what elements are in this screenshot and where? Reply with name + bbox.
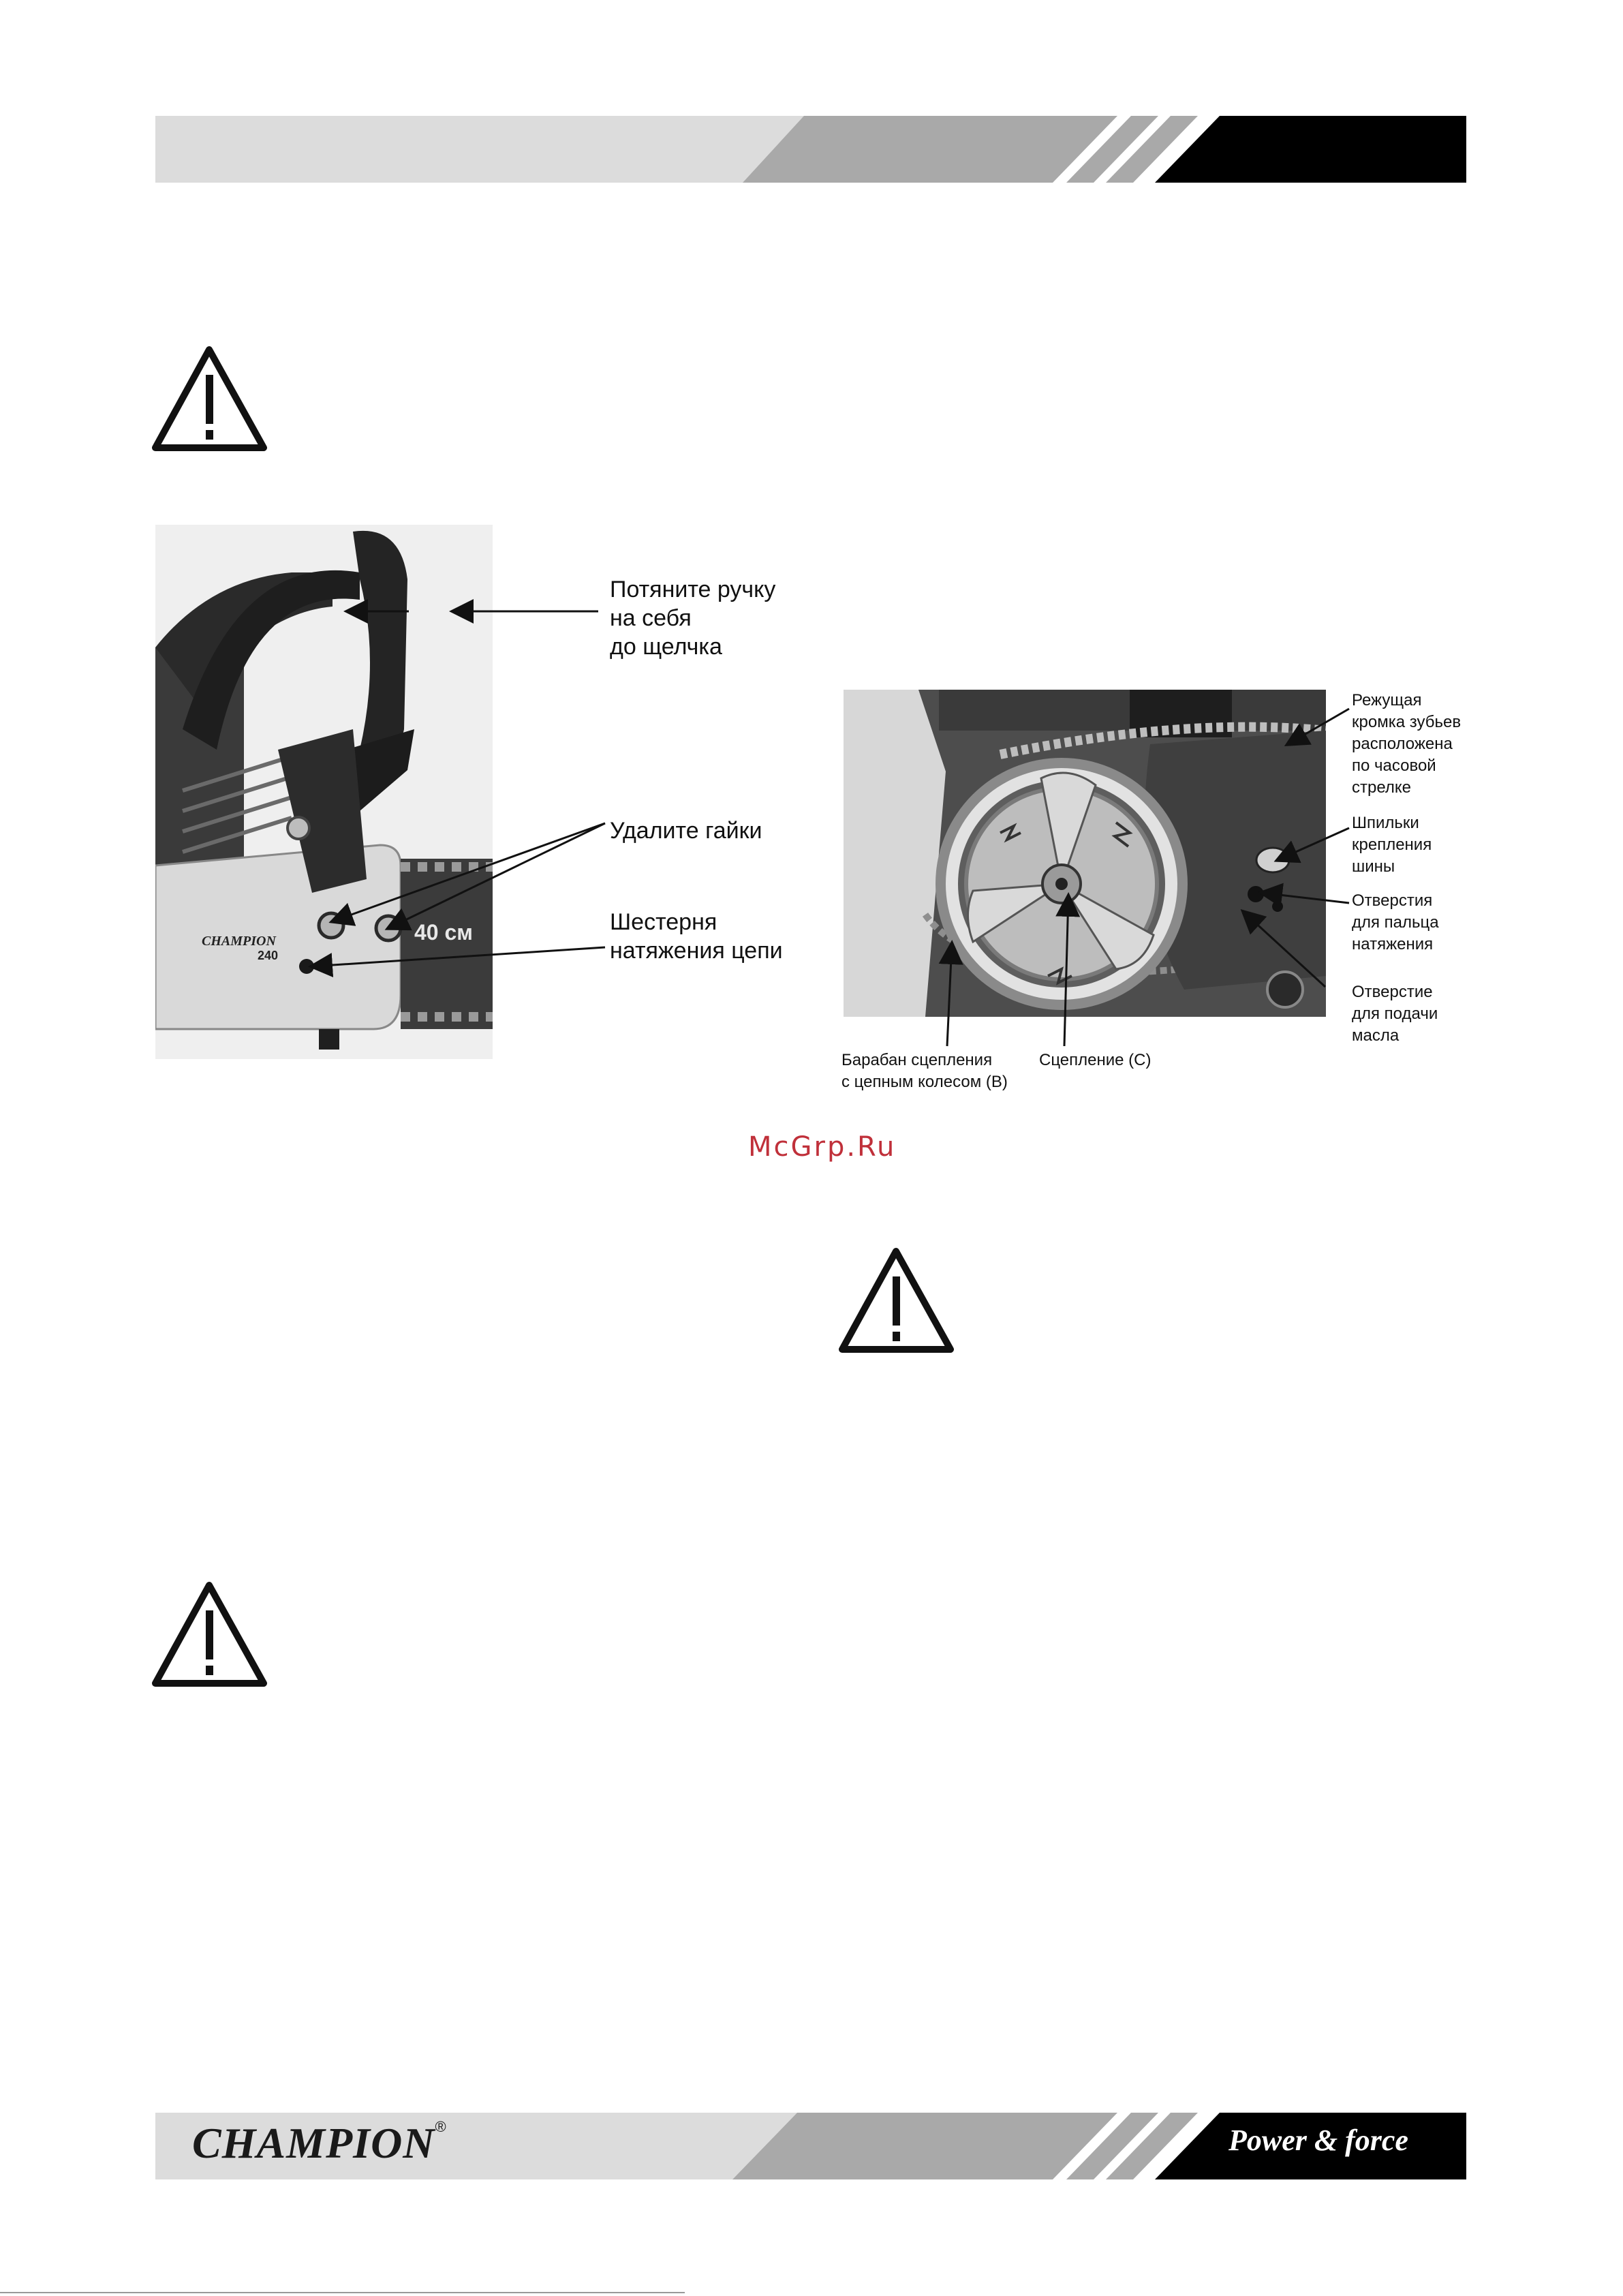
remove-nuts-label: Удалите гайки (610, 818, 762, 844)
saw-brand-text: CHAMPION (202, 934, 276, 949)
bar-studs-label: Шпильки крепления шины (1352, 814, 1432, 876)
warning-triangle-icon (837, 1246, 956, 1355)
bar-length-text: 40 см (414, 920, 473, 945)
pull-handle-label: Потяните ручку на себя до щелчка (610, 577, 776, 660)
tension-holes-label: Отверстия для пальца натяжения (1352, 891, 1439, 953)
oil-hole-label: Отверстие для подачи масла (1352, 983, 1438, 1045)
warning-triangle-icon (150, 1580, 269, 1689)
registered-mark: ® (435, 2118, 446, 2135)
footer-logo (192, 2118, 446, 2169)
saw-model-text: 240 (258, 949, 279, 962)
clutch-drum-label: Барабан сцепления с цепным колесом (B) (841, 1051, 1008, 1091)
clutch-label: Сцепление (C) (1039, 1051, 1151, 1069)
footer-tagline: Power & force (1228, 2124, 1408, 2157)
bottom-rule (0, 2292, 685, 2293)
brand-logo-text: CHAMPION (192, 2119, 435, 2167)
tension-gear-label: Шестерня натяжения цепи (610, 909, 783, 964)
cutting-edge-label: Режущая кромка зубьев расположена по часовой стрелке (1352, 691, 1462, 797)
watermark-text: McGrp.Ru (748, 1131, 897, 1163)
